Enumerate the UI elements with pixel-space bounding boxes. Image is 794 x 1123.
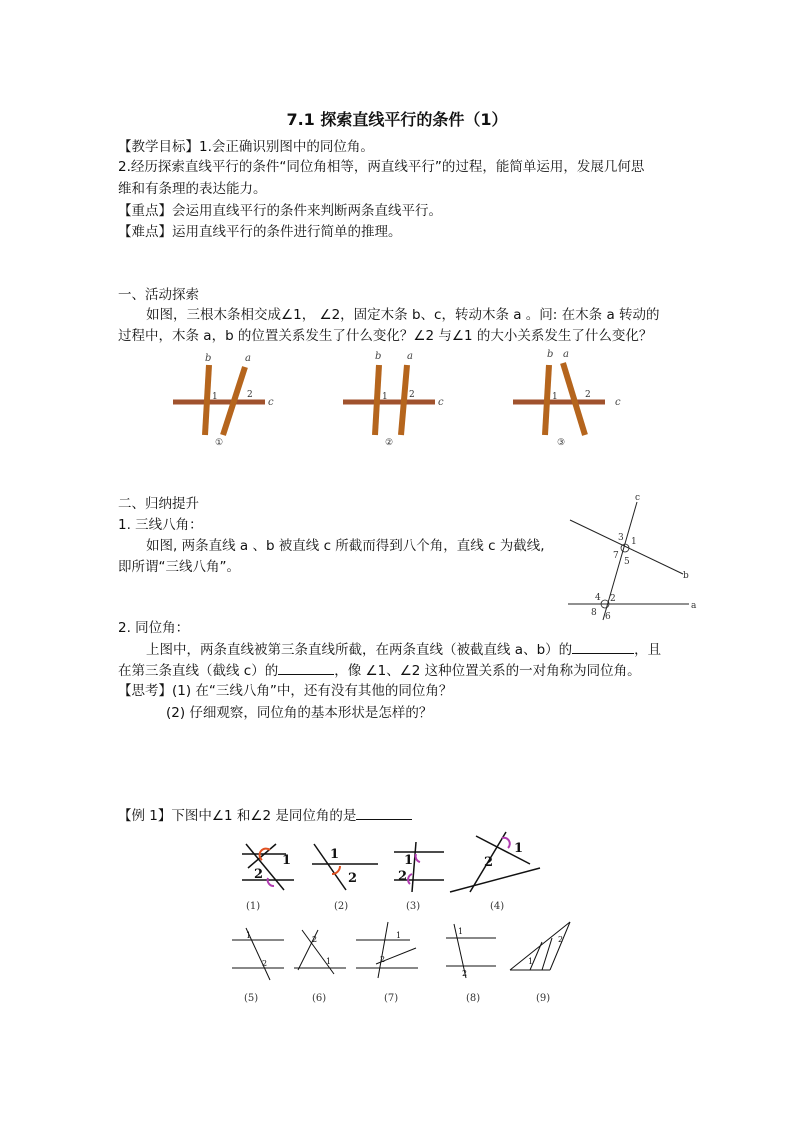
label-2: 2 xyxy=(262,959,268,968)
caption-2: (2) xyxy=(334,901,349,912)
item2-title: 2. 同位角： xyxy=(118,620,190,636)
label-a: a xyxy=(691,601,697,611)
label-b: b xyxy=(547,349,554,360)
caption-6: (6) xyxy=(312,993,327,1004)
section1-para-2: 过程中，木条 a，b 的位置关系发生了什么变化？∠2 与∠1 的大小关系发生了什么变化？ xyxy=(118,328,653,344)
item2-para-2 xyxy=(118,660,641,681)
objectives-line-1: 【教学目标】1.会正确识别图中的同位角。 xyxy=(118,139,374,155)
caption-8: (8) xyxy=(466,993,481,1004)
wood-figure-2 xyxy=(335,345,455,455)
label-2: 2 xyxy=(462,969,468,978)
label-b: b xyxy=(375,351,382,362)
example-figure-1 xyxy=(236,838,306,898)
example-figure-2 xyxy=(306,838,386,898)
label-b: b xyxy=(683,571,689,581)
angle-2: 2 xyxy=(409,390,415,400)
angle-1: 1 xyxy=(631,537,637,547)
angle-1: 1 xyxy=(382,392,388,402)
label-1: 1 xyxy=(246,931,252,940)
wood-figure-3 xyxy=(505,345,625,455)
example1-text xyxy=(118,805,412,826)
objectives-line-3: 维和有条理的表达能力。 xyxy=(118,181,267,197)
angle-5: 5 xyxy=(624,557,630,567)
label-b: b xyxy=(205,353,212,364)
example1-question: 【例 1】下图中∠1 和∠2 是同位角的是 xyxy=(118,808,357,824)
example-figure-4 xyxy=(446,828,542,898)
angle-2: 2 xyxy=(585,390,591,400)
label-1: 1 xyxy=(282,853,292,868)
item2-para-2-text: 在第三条直线（截线 c）的 xyxy=(118,663,279,679)
label-1: 1 xyxy=(330,847,340,862)
example-figure-3 xyxy=(390,838,450,898)
angle-1: 1 xyxy=(212,392,218,402)
label-2: 2 xyxy=(254,867,264,882)
answer-blank[interactable] xyxy=(356,805,412,820)
item2-para-1-text: 上图中，两条直线被第三条直线所截，在两条直线（被截直线 a、b）的 xyxy=(146,642,573,658)
example-figure-9 xyxy=(506,918,576,984)
angle-1: 1 xyxy=(552,392,558,402)
example-figure-5 xyxy=(228,924,288,984)
example-figure-8 xyxy=(440,920,500,984)
label-2: 2 xyxy=(558,935,564,944)
angle-4: 4 xyxy=(595,593,601,603)
item2-para-1-tail: ，且 xyxy=(634,642,662,658)
label-2: 2 xyxy=(398,869,408,884)
label-c: c xyxy=(615,397,621,408)
item2-para-1 xyxy=(146,639,661,660)
figure-caption: ② xyxy=(385,438,394,448)
label-1: 1 xyxy=(514,841,524,856)
label-1: 1 xyxy=(396,931,402,940)
caption-7: (7) xyxy=(384,993,399,1004)
answer-blank[interactable] xyxy=(278,660,334,675)
label-2: 2 xyxy=(484,855,494,870)
item1-title: 1. 三线八角： xyxy=(118,517,203,533)
answer-blank[interactable] xyxy=(572,639,634,654)
figure-caption: ③ xyxy=(557,438,566,448)
label-1: 1 xyxy=(326,957,332,966)
label-a: a xyxy=(407,351,413,362)
label-2: 2 xyxy=(348,871,358,886)
section1-para-1: 如图，三根木条相交成∠1， ∠2，固定木条 b、c，转动木条 a 。问: 在木条 a 转动的 xyxy=(146,307,660,323)
caption-4: (4) xyxy=(490,901,505,912)
think-question-2: (2) 仔细观察，同位角的基本形状是怎样的？ xyxy=(166,705,433,721)
label-2: 2 xyxy=(380,955,386,964)
label-2: 2 xyxy=(312,935,318,944)
caption-9: (9) xyxy=(536,993,551,1004)
item1-para-1: 如图, 两条直线 a 、b 被直线 c 所截而得到八个角，直线 c 为截线, xyxy=(146,538,545,554)
section2-heading: 二、归纳提升 xyxy=(118,496,199,512)
label-a: a xyxy=(563,349,569,360)
label-1: 1 xyxy=(528,957,534,966)
section1-heading: 一、活动探索 xyxy=(118,287,199,303)
label-c: c xyxy=(268,397,274,408)
label-c: c xyxy=(438,397,444,408)
angle-3: 3 xyxy=(618,533,624,543)
page-title: 7.1 探索直线平行的条件（1） xyxy=(286,110,508,129)
objectives-line-2: 2.经历探索直线平行的条件“同位角相等，两直线平行”的过程，能简单运用，发展几何思 xyxy=(118,159,645,175)
caption-3: (3) xyxy=(406,901,421,912)
three-lines-diagram xyxy=(565,490,700,625)
key-point: 【重点】会运用直线平行的条件来判断两条直线平行。 xyxy=(118,203,442,219)
example-figure-7 xyxy=(352,918,422,984)
difficulty: 【难点】运用直线平行的条件进行简单的推理。 xyxy=(118,224,402,240)
label-1: 1 xyxy=(404,853,414,868)
angle-7: 7 xyxy=(613,551,619,561)
caption-1: (1) xyxy=(246,901,261,912)
caption-5: (5) xyxy=(244,993,259,1004)
wood-figure-1 xyxy=(165,345,285,455)
angle-2: 2 xyxy=(610,594,616,604)
item2-para-2-tail: ，像 ∠1、∠2 这种位置关系的一对角称为同位角。 xyxy=(334,663,641,679)
figure-caption: ① xyxy=(215,438,224,448)
label-a: a xyxy=(245,353,251,364)
item1-para-2: 即所谓“三线八角”。 xyxy=(118,559,240,575)
label-1: 1 xyxy=(458,927,464,936)
angle-6: 6 xyxy=(605,612,611,622)
label-c: c xyxy=(635,493,641,503)
angle-8: 8 xyxy=(591,608,597,618)
example-figure-6 xyxy=(290,924,350,984)
think-question-1: 【思考】(1) 在“三线八角”中，还有没有其他的同位角？ xyxy=(118,683,453,699)
angle-2: 2 xyxy=(247,390,253,400)
